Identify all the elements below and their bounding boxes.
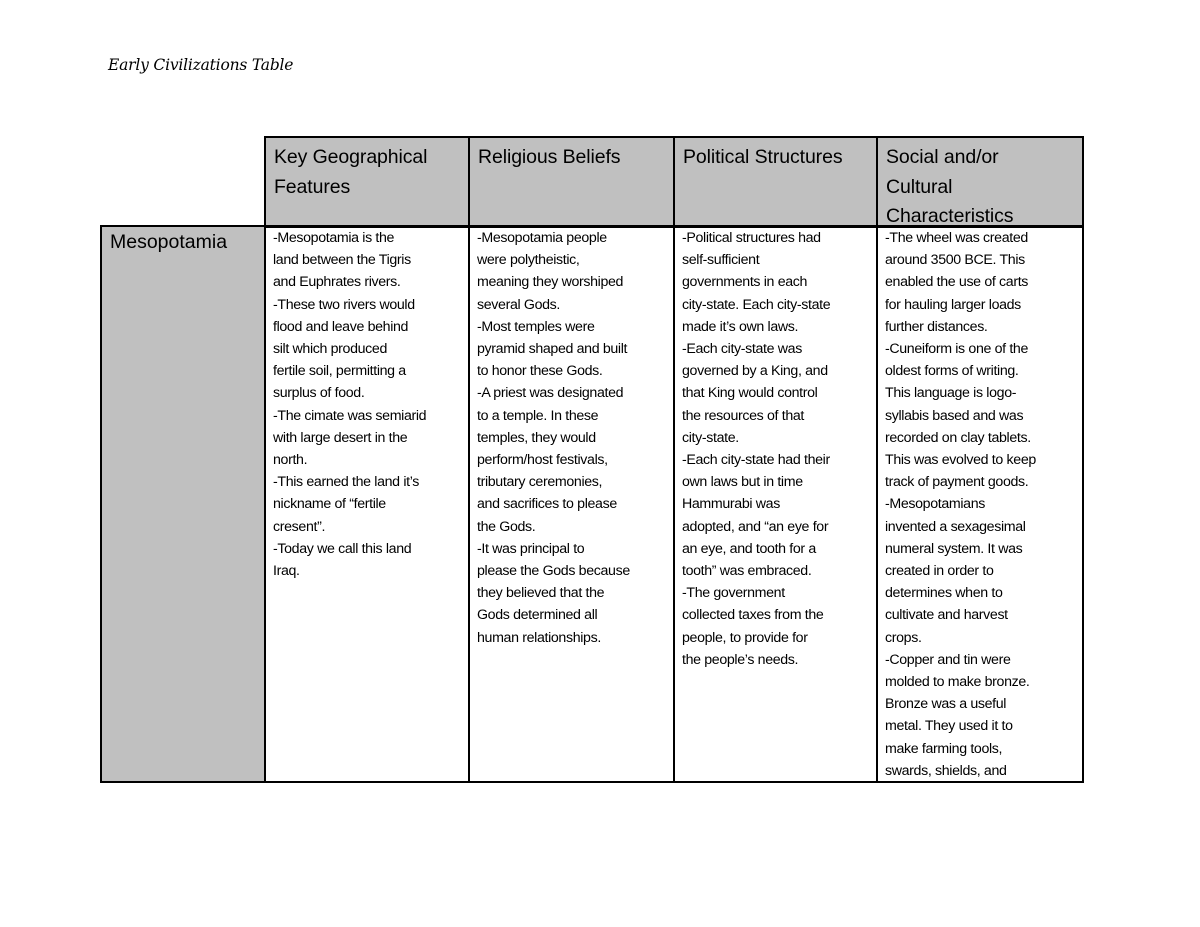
cell-line: around 3500 BCE. This	[885, 252, 1025, 269]
cell-politics	[674, 227, 877, 781]
cell-line: Gods determined all	[477, 607, 598, 624]
document-title: Early Civilizations Table	[108, 56, 294, 74]
cell-line: to a temple. In these	[477, 407, 599, 424]
cell-line: surplus of food.	[273, 385, 365, 402]
column-header-social	[877, 137, 1083, 226]
cell-line: self-sufficient	[682, 252, 760, 269]
cell-line: temples, they would	[477, 429, 596, 446]
cell-line: for hauling larger loads	[885, 296, 1021, 313]
cell-line: own laws but in time	[682, 474, 803, 491]
cell-line: -Copper and tin were	[885, 651, 1011, 668]
cell-line: silt which produced	[273, 341, 388, 358]
cell-line: nickname of “fertile	[273, 496, 386, 513]
cell-line: invented a sexagesimal	[885, 518, 1026, 535]
cell-line: enabled the use of carts	[885, 274, 1029, 291]
cell-geography	[265, 227, 469, 781]
cell-line: swards, shields, and	[885, 762, 1007, 779]
cell-line: -Political structures had	[682, 230, 821, 246]
cell-line: determines when to	[885, 585, 1003, 602]
cell-line: north.	[273, 452, 308, 469]
cell-line: Bronze was a useful	[885, 696, 1007, 713]
cell-line: -This earned the land it’s	[273, 474, 419, 491]
column-header-line: Key Geographical	[274, 146, 428, 168]
cell-line: molded to make bronze.	[885, 674, 1030, 691]
cell-line: adopted, and “an eye for	[682, 518, 829, 535]
column-header-line: Cultural	[886, 175, 953, 198]
cell-line: governments in each	[682, 274, 808, 291]
cell-line: -Most temples were	[477, 318, 595, 335]
cell-line: the Gods.	[477, 518, 536, 535]
cell-line: to honor these Gods.	[477, 363, 603, 380]
column-divider	[468, 136, 470, 783]
column-header-line: Political Structures	[683, 146, 843, 168]
cell-line: fertile soil, permitting a	[273, 363, 406, 380]
cell-line: This language is logo-	[885, 385, 1017, 402]
cell-line: -A priest was designated	[477, 385, 624, 402]
column-header-line: Characteristics	[886, 205, 1014, 226]
cell-line: -The wheel was created	[885, 230, 1028, 246]
cell-line: pyramid shaped and built	[477, 341, 628, 358]
cell-line: -Cuneiform is one of the	[885, 341, 1029, 358]
cell-line: metal. They used it to	[885, 718, 1013, 735]
cell-line: meaning they worshiped	[477, 274, 624, 291]
row-header-label: Mesopotamia	[110, 231, 228, 253]
cell-line: please the Gods because	[477, 563, 630, 580]
cell-line: -The cimate was semiarid	[273, 407, 427, 424]
cell-line: tooth” was embraced.	[682, 563, 812, 580]
cell-line: the people’s needs.	[682, 651, 799, 668]
cell-line: they believed that the	[477, 585, 605, 602]
column-header-religion	[469, 137, 674, 226]
cell-line: -Mesopotamians	[885, 496, 985, 513]
cell-line: -The government	[682, 585, 785, 602]
cell-line: -It was principal to	[477, 540, 585, 557]
cell-line: an eye, and tooth for a	[682, 540, 816, 557]
cell-line: collected taxes from the	[682, 607, 824, 624]
column-header-line: Features	[274, 175, 351, 198]
cell-line: the resources of that	[682, 407, 804, 424]
cell-line: cresent”.	[273, 518, 326, 535]
column-header-line: Social and/or	[886, 146, 999, 168]
row-header-mesopotamia	[101, 226, 265, 781]
cell-line: cultivate and harvest	[885, 607, 1008, 624]
cell-line: governed by a King, and	[682, 363, 828, 380]
cell-line: flood and leave behind	[273, 318, 409, 335]
cell-line: -Mesopotamia is the	[273, 230, 395, 246]
cell-line: several Gods.	[477, 296, 560, 313]
column-divider	[876, 136, 878, 783]
cell-line: and sacrifices to please	[477, 496, 617, 513]
cell-line: city-state.	[682, 429, 739, 446]
cell-line: with large desert in the	[273, 429, 408, 446]
cell-line: crops.	[885, 629, 922, 646]
cell-line: perform/host festivals,	[477, 452, 608, 469]
cell-line: syllabis based and was	[885, 407, 1024, 424]
cell-line: Iraq.	[273, 563, 300, 580]
cell-line: -Mesopotamia people	[477, 230, 607, 246]
cell-line: -Each city-state had their	[682, 452, 830, 469]
cell-social	[877, 227, 1083, 781]
cell-line: that King would control	[682, 385, 818, 402]
cell-line: further distances.	[885, 318, 988, 335]
cell-line: make farming tools,	[885, 740, 1003, 757]
column-divider	[264, 225, 266, 783]
cell-line: people, to provide for	[682, 629, 808, 646]
column-divider	[673, 136, 675, 783]
cell-line: This was evolved to keep	[885, 452, 1036, 469]
cell-line: tributary ceremonies,	[477, 474, 603, 491]
column-header-line: Religious Beliefs	[478, 146, 621, 168]
cell-line: created in order to	[885, 563, 994, 580]
cell-line: oldest forms of writing.	[885, 363, 1019, 380]
cell-line: -Each city-state was	[682, 341, 802, 358]
cell-line: and Euphrates rivers.	[273, 274, 401, 291]
column-header-politics	[674, 137, 877, 226]
column-header-geography	[265, 137, 469, 226]
cell-line: human relationships.	[477, 629, 601, 646]
cell-line: made it’s own laws.	[682, 318, 799, 335]
cell-line: track of payment goods.	[885, 474, 1029, 491]
cell-line: city-state. Each city-state	[682, 296, 831, 313]
cell-line: numeral system. It was	[885, 540, 1023, 557]
cell-line: -Today we call this land	[273, 540, 412, 557]
cell-line: -These two rivers would	[273, 296, 415, 313]
cell-line: recorded on clay tablets.	[885, 429, 1031, 446]
cell-line: land between the Tigris	[273, 252, 411, 269]
cell-line: were polytheistic,	[477, 252, 580, 269]
cell-religion	[469, 227, 674, 781]
cell-line: Hammurabi was	[682, 496, 780, 513]
